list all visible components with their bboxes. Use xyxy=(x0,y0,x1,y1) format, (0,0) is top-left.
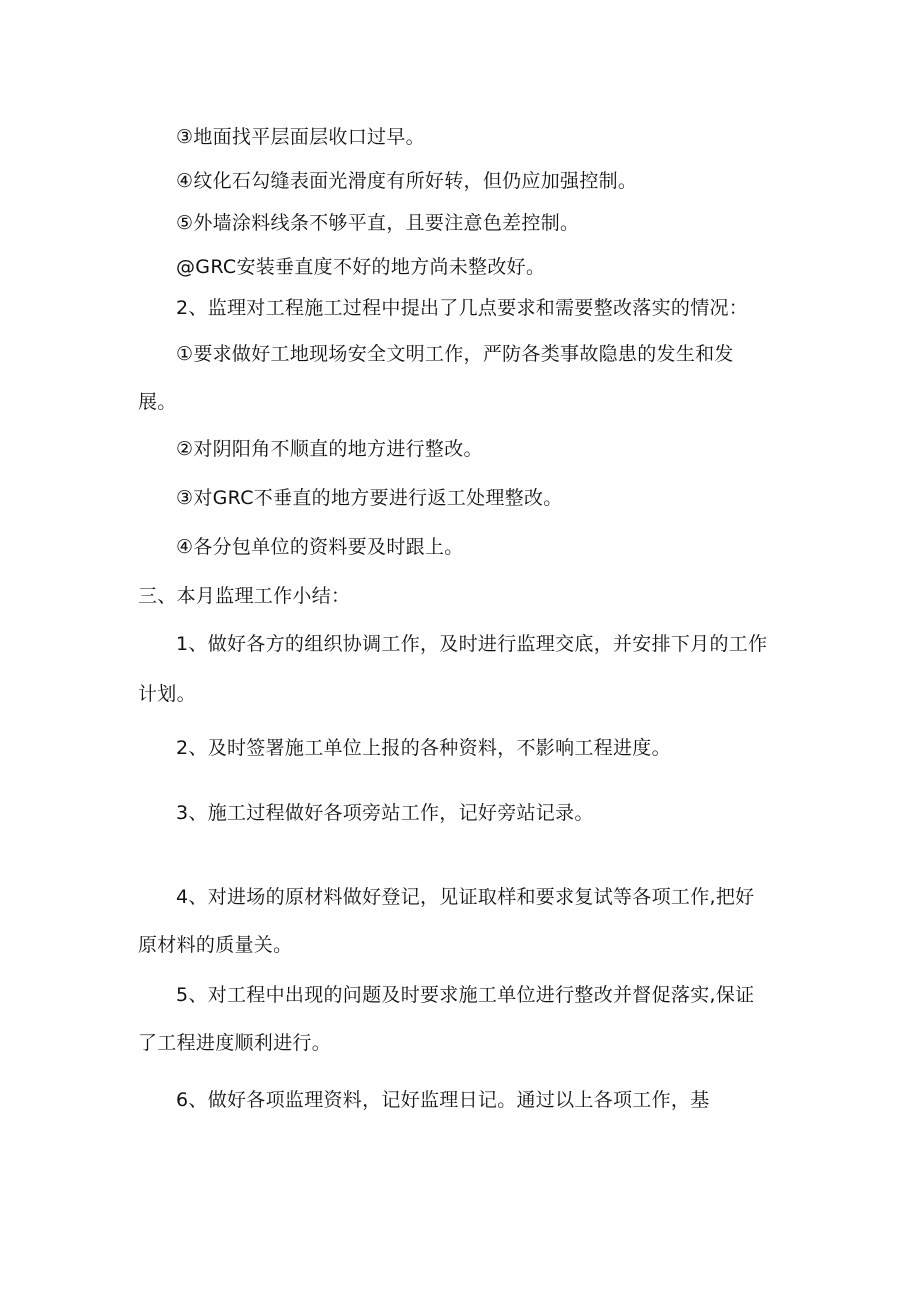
summary-item-1: 1、做好各方的组织协调工作，及时进行监理交底，并安排下月的工作 xyxy=(176,633,768,655)
summary-item-1-continued: 计划。 xyxy=(138,683,196,705)
requirement-grc-rework: ③对GRC不垂直的地方要进行返工处理整改。 xyxy=(176,487,563,509)
summary-item-4: 4、对进场的原材料做好登记，见证取样和要求复试等各项工作,把好 xyxy=(176,886,755,908)
requirement-safety: ①要求做好工地现场安全文明工作，严防各类事故隐患的发生和发 xyxy=(176,343,734,365)
item-exterior-paint: ⑤外墙涂料线条不够平直，且要注意色差控制。 xyxy=(176,212,580,234)
summary-item-5-continued: 了工程进度顺利进行。 xyxy=(138,1032,332,1054)
summary-item-6: 6、做好各项监理资料，记好监理日记。通过以上各项工作，基 xyxy=(176,1089,710,1111)
requirement-safety-continued: 展。 xyxy=(138,391,177,413)
summary-item-5: 5、对工程中出现的问题及时要求施工单位进行整改并督促落实,保证 xyxy=(176,984,755,1006)
section-requirements-heading: 2、监理对工程施工过程中提出了几点要求和需要整改落实的情况： xyxy=(176,297,749,319)
item-grc-verticality: @GRC安装垂直度不好的地方尚未整改好。 xyxy=(176,256,546,278)
requirement-corners: ②对阴阳角不顺直的地方进行整改。 xyxy=(176,438,483,460)
item-floor-leveling: ③地面找平层面层收口过早。 xyxy=(176,126,425,148)
section-monthly-summary-heading: 三、本月监理工作小结： xyxy=(138,585,351,607)
summary-item-3: 3、施工过程做好各项旁站工作，记好旁站记录。 xyxy=(176,802,594,824)
requirement-documents: ④各分包单位的资料要及时跟上。 xyxy=(176,536,464,558)
summary-item-2: 2、及时签署施工单位上报的各种资料，不影响工程进度。 xyxy=(176,737,671,759)
summary-item-4-continued: 原材料的质量关。 xyxy=(138,934,293,956)
item-stone-joint: ④纹化石勾缝表面光滑度有所好转，但仍应加强控制。 xyxy=(176,170,638,192)
